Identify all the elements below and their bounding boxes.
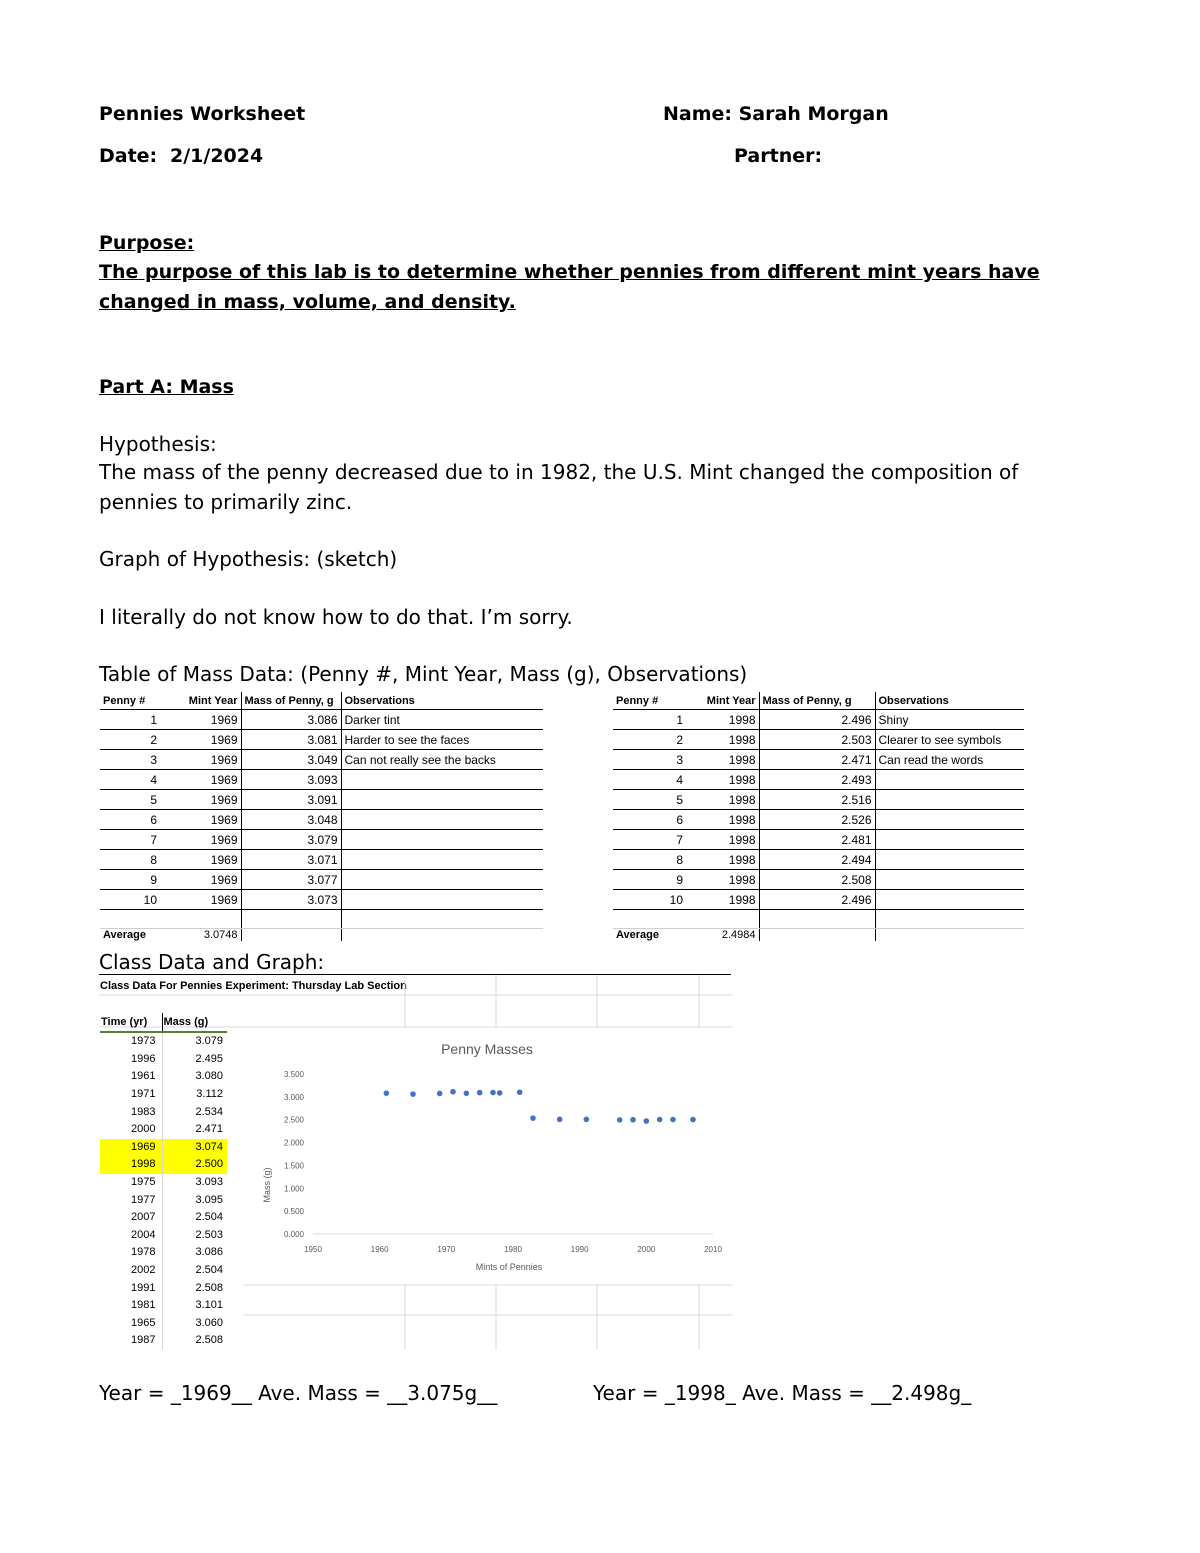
mass-table-1969-cell: 4 bbox=[100, 770, 160, 790]
class-table-cell: 1973 bbox=[100, 1032, 162, 1051]
graph-hypothesis-note: I literally do not know how to do that. I’m sorry. bbox=[99, 605, 573, 629]
mass-table-1969-cell: 3.081 bbox=[241, 730, 341, 750]
mass-table-1998-row bbox=[613, 830, 1024, 850]
chart-data-point bbox=[644, 1118, 650, 1124]
mass-table-1998-blank-cell bbox=[686, 910, 759, 929]
chart-data-point bbox=[584, 1117, 590, 1123]
penny-masses-chart bbox=[244, 1030, 732, 1280]
part-a-heading: Part A: Mass bbox=[99, 376, 234, 398]
mass-table-1969-cell bbox=[341, 870, 543, 890]
mass-table-1998-cell: 2.494 bbox=[759, 850, 875, 870]
mass-table-1969-average-blank bbox=[341, 929, 543, 942]
mass-table-1969-cell: Harder to see the faces bbox=[341, 730, 543, 750]
mass-table-1998-average-blank bbox=[759, 929, 875, 942]
mass-table-1969-row bbox=[100, 850, 543, 870]
mass-table-1998-cell bbox=[875, 870, 1024, 890]
mass-table-1998-average-label: Average bbox=[616, 929, 660, 941]
mass-table-1998-blank-cell bbox=[759, 910, 875, 929]
graph-hypothesis-label: Graph of Hypothesis: (sketch) bbox=[99, 547, 398, 571]
class-table-cell: 1977 bbox=[100, 1191, 162, 1209]
class-table-cell: 2.495 bbox=[195, 1052, 223, 1065]
mass-table-1998-blank-row bbox=[613, 910, 1024, 929]
mass-table-1998-header-cell: Mass of Penny, g bbox=[759, 692, 875, 710]
chart-title: Penny Masses bbox=[441, 1041, 533, 1057]
chart-x-tick-label: 1960 bbox=[370, 1245, 389, 1254]
class-table-cell: 1998 bbox=[100, 1156, 162, 1174]
class-table-row bbox=[100, 1191, 227, 1209]
class-table-row bbox=[100, 1174, 227, 1192]
chart-data-point bbox=[657, 1117, 663, 1123]
mass-table-1969 bbox=[100, 692, 543, 941]
chart-y-tick-label: 2.000 bbox=[283, 1138, 304, 1148]
mass-table-1969-cell: 1969 bbox=[160, 710, 241, 730]
mass-table-1969-cell: 3.086 bbox=[241, 710, 341, 730]
class-table-cell: 2.503 bbox=[195, 1228, 223, 1241]
mass-table-1998-row bbox=[613, 730, 1024, 750]
mass-table-1969-cell bbox=[341, 830, 543, 850]
mass-table-label: Table of Mass Data: (Penny #, Mint Year, Mass (g), Observations) bbox=[99, 662, 748, 686]
chart-x-tick-label: 2010 bbox=[704, 1245, 722, 1254]
class-table-cell: 2.504 bbox=[195, 1264, 223, 1277]
mass-table-1998-row bbox=[613, 790, 1024, 810]
mass-table-1969-cell: 6 bbox=[100, 810, 160, 830]
date-label: Date: bbox=[99, 145, 158, 167]
mass-table-1998-cell bbox=[875, 790, 1024, 810]
mass-table-1969-cell: 3.073 bbox=[241, 890, 341, 910]
mass-table-1998-row bbox=[613, 810, 1024, 830]
class-table-cell: 3.079 bbox=[195, 1035, 223, 1048]
mass-table-1998-cell bbox=[875, 890, 1024, 910]
mass-table-1998-cell: 9 bbox=[613, 870, 686, 890]
class-table-row bbox=[100, 1262, 227, 1280]
mass-table-1969-cell: Darker tint bbox=[341, 710, 543, 730]
chart-x-tick-label: 1950 bbox=[304, 1245, 322, 1254]
mass-table-1998-cell: 2.481 bbox=[759, 830, 875, 850]
mass-table-1969-cell: Can not really see the backs bbox=[341, 750, 543, 770]
mass-table-1998-cell: Clearer to see symbols bbox=[875, 730, 1024, 750]
mass-table-1969-cell bbox=[341, 810, 543, 830]
mass-table-1998-row bbox=[613, 890, 1024, 910]
class-table-row bbox=[100, 1068, 227, 1086]
mass-table-1998-cell: 6 bbox=[613, 810, 686, 830]
mass-table-1969-cell bbox=[341, 770, 543, 790]
mass-table-1998-cell: 1 bbox=[613, 710, 686, 730]
mass-table-1998-cell: 1998 bbox=[686, 710, 759, 730]
mass-table-1969-header-row bbox=[100, 692, 543, 710]
mass-table-1998-blank-cell bbox=[875, 910, 1024, 929]
chart-data-point bbox=[450, 1089, 456, 1095]
mass-table-1998-row bbox=[613, 850, 1024, 870]
class-table-row bbox=[100, 1279, 227, 1297]
class-table-cell: 2.500 bbox=[162, 1156, 227, 1174]
class-table-cell: 1991 bbox=[100, 1279, 162, 1297]
chart-x-axis-label: Mints of Pennies bbox=[475, 1262, 543, 1272]
mass-table-1969-cell: 2 bbox=[100, 730, 160, 750]
purpose-text: The purpose of this lab is to determine whether pennies from different mint years have changed in mass, volume, and density. bbox=[99, 261, 1040, 313]
class-table-row bbox=[100, 1032, 227, 1051]
mass-table-1998-blank-cell bbox=[613, 910, 686, 929]
chart-data-point bbox=[690, 1117, 696, 1123]
mass-table-1969-cell: 10 bbox=[100, 890, 160, 910]
class-table-cell: 2000 bbox=[100, 1121, 162, 1139]
class-table-cell: 1996 bbox=[100, 1051, 162, 1069]
chart-y-tick-label: 1.500 bbox=[283, 1161, 304, 1171]
mass-table-1998-row bbox=[613, 710, 1024, 730]
mass-table-1998-cell: 2.496 bbox=[759, 710, 875, 730]
mass-table-1998-cell: 1998 bbox=[686, 850, 759, 870]
mass-table-1969-cell: 1969 bbox=[160, 850, 241, 870]
mass-table-1998-row bbox=[613, 870, 1024, 890]
mass-table-1969-row bbox=[100, 830, 543, 850]
class-table-cell: 1969 bbox=[100, 1139, 162, 1157]
mass-table-1969-cell: 1969 bbox=[160, 730, 241, 750]
chart-data-point bbox=[477, 1090, 483, 1096]
chart-y-tick-label: 3.000 bbox=[283, 1092, 304, 1102]
mass-table-1998-cell: 2.508 bbox=[759, 870, 875, 890]
date-value: 2/1/2024 bbox=[170, 145, 264, 167]
student-name: Name: Sarah Morgan bbox=[663, 103, 889, 125]
class-table-cell: 1961 bbox=[100, 1068, 162, 1086]
mass-table-1969-blank-row bbox=[100, 910, 543, 929]
mass-table-1969-cell: 3.079 bbox=[241, 830, 341, 850]
partner-label: Partner: bbox=[734, 145, 823, 167]
class-table-cell: 1978 bbox=[100, 1244, 162, 1262]
mass-table-1998-row bbox=[613, 750, 1024, 770]
mass-table-1969-cell: 3.093 bbox=[241, 770, 341, 790]
mass-table-1969-cell bbox=[341, 850, 543, 870]
chart-y-tick-label: 0.000 bbox=[283, 1230, 304, 1239]
mass-table-1969-average-value: 3.0748 bbox=[203, 929, 238, 941]
mass-table-1998-average-value: 2.4984 bbox=[721, 929, 756, 941]
mass-table-1998-cell: 1998 bbox=[686, 750, 759, 770]
class-table-cell: 3.080 bbox=[195, 1070, 223, 1083]
chart-data-point bbox=[517, 1089, 523, 1095]
class-table-row bbox=[100, 1103, 227, 1121]
mass-table-1998-header-row bbox=[613, 692, 1024, 710]
mass-table-1998-header-cell: Penny # bbox=[613, 692, 686, 710]
class-table-row bbox=[100, 1315, 227, 1333]
class-table-row bbox=[100, 1139, 227, 1157]
class-table-cell: 1983 bbox=[100, 1103, 162, 1121]
mass-table-1969-row bbox=[100, 770, 543, 790]
class-table-header-cell: Time (yr) bbox=[100, 1013, 162, 1032]
mass-table-1969-cell: 9 bbox=[100, 870, 160, 890]
mass-table-1969-cell: 5 bbox=[100, 790, 160, 810]
chart-y-tick-label: 0.500 bbox=[283, 1207, 304, 1217]
mass-table-1998-header-cell: Observations bbox=[875, 692, 1024, 710]
mass-table-1998-cell: 10 bbox=[613, 890, 686, 910]
mass-table-1998-cell: 1998 bbox=[686, 770, 759, 790]
mass-table-1998-cell: 2 bbox=[613, 730, 686, 750]
class-table-row bbox=[100, 1297, 227, 1315]
mass-table-1998-cell: 1998 bbox=[686, 790, 759, 810]
class-table-title: Class Data For Pennies Experiment: Thursday Lab Section bbox=[100, 980, 407, 992]
mass-table-1969-row bbox=[100, 810, 543, 830]
mass-table-1998-cell: 1998 bbox=[686, 810, 759, 830]
mass-table-1969-cell: 3.049 bbox=[241, 750, 341, 770]
mass-table-1969-blank-cell bbox=[160, 910, 241, 929]
mass-table-1998-average-row bbox=[613, 929, 1024, 942]
mass-table-1969-cell: 1969 bbox=[160, 790, 241, 810]
mass-table-1969-blank-cell bbox=[100, 910, 160, 929]
mass-table-1998-cell: 1998 bbox=[686, 730, 759, 750]
chart-data-point bbox=[490, 1090, 496, 1096]
chart-y-axis-label: Mass (g) bbox=[262, 1167, 272, 1203]
mass-table-1969-cell: 3.077 bbox=[241, 870, 341, 890]
class-table-cell: 3.112 bbox=[196, 1088, 223, 1101]
mass-table-1969-header-cell: Penny # bbox=[100, 692, 160, 710]
chart-data-point bbox=[437, 1091, 443, 1097]
chart-data-point bbox=[497, 1090, 503, 1096]
class-table-cell: 3.060 bbox=[195, 1316, 223, 1329]
class-table-cell: 2.504 bbox=[195, 1211, 223, 1224]
mass-table-1998-cell: 1998 bbox=[686, 830, 759, 850]
class-table-row bbox=[100, 1244, 227, 1262]
chart-data-point bbox=[557, 1117, 563, 1123]
class-table-row bbox=[100, 1156, 227, 1174]
mass-table-1998-cell: 1998 bbox=[686, 870, 759, 890]
class-table-row bbox=[100, 1209, 227, 1227]
mass-table-1998-cell: 5 bbox=[613, 790, 686, 810]
class-table-cell: 1987 bbox=[100, 1332, 162, 1350]
mass-table-1998-row bbox=[613, 770, 1024, 790]
result-1998: Year = _1998_ Ave. Mass = __2.498g_ bbox=[593, 1381, 972, 1405]
mass-table-1969-average-row bbox=[100, 929, 543, 942]
mass-table-1969-cell: 3.071 bbox=[241, 850, 341, 870]
mass-table-1969-average-blank bbox=[241, 929, 341, 942]
class-table-header-row bbox=[100, 1013, 227, 1032]
chart-data-point bbox=[670, 1117, 676, 1123]
class-table-cell: 2007 bbox=[100, 1209, 162, 1227]
class-table-cell: 3.095 bbox=[195, 1193, 223, 1206]
mass-table-1969-cell bbox=[341, 890, 543, 910]
class-table-row bbox=[100, 1227, 227, 1245]
class-table-cell: 1981 bbox=[100, 1297, 162, 1315]
class-table-cell: 2002 bbox=[100, 1262, 162, 1280]
mass-table-1969-row bbox=[100, 890, 543, 910]
mass-table-1969-cell bbox=[341, 790, 543, 810]
class-table-row bbox=[100, 1051, 227, 1069]
chart-data-point bbox=[530, 1115, 536, 1121]
mass-table-1969-row bbox=[100, 710, 543, 730]
mass-table-1998-header-cell: Mint Year bbox=[686, 692, 759, 710]
mass-table-1969-header-cell: Mint Year bbox=[160, 692, 241, 710]
mass-table-1969-average-label: Average bbox=[103, 929, 147, 941]
class-table-header-cell: Mass (g) bbox=[162, 1013, 227, 1032]
chart-y-tick-label: 1.000 bbox=[283, 1184, 304, 1194]
mass-table-1969-row bbox=[100, 750, 543, 770]
mass-table-1969-cell: 1969 bbox=[160, 770, 241, 790]
class-data-heading: Class Data and Graph: bbox=[99, 950, 325, 974]
mass-table-1969-blank-cell bbox=[241, 910, 341, 929]
mass-table-1969-cell: 3 bbox=[100, 750, 160, 770]
hypothesis-label: Hypothesis: bbox=[99, 432, 217, 456]
mass-table-1998-cell: 2.471 bbox=[759, 750, 875, 770]
mass-table-1969-cell: 3.091 bbox=[241, 790, 341, 810]
mass-table-1998-cell: 4 bbox=[613, 770, 686, 790]
mass-table-1969-header-cell: Mass of Penny, g bbox=[241, 692, 341, 710]
chart-x-tick-label: 1970 bbox=[437, 1245, 456, 1254]
class-table-row bbox=[100, 1086, 227, 1104]
class-table-cell: 3.093 bbox=[195, 1176, 223, 1189]
class-table-cell: 2.534 bbox=[195, 1105, 223, 1118]
mass-table-1998-cell: 2.493 bbox=[759, 770, 875, 790]
mass-table-1998-cell: 2.503 bbox=[759, 730, 875, 750]
mass-table-1998-cell: 7 bbox=[613, 830, 686, 850]
mass-table-1969-blank-cell bbox=[341, 910, 543, 929]
mass-table-1998-cell bbox=[875, 830, 1024, 850]
chart-data-point bbox=[630, 1117, 636, 1123]
result-1969: Year = _1969__ Ave. Mass = __3.075g__ bbox=[99, 1381, 498, 1405]
class-table-cell: 1971 bbox=[100, 1086, 162, 1104]
mass-table-1998-cell: Shiny bbox=[875, 710, 1024, 730]
mass-table-1998-cell: Can read the words bbox=[875, 750, 1024, 770]
mass-table-1969-cell: 1 bbox=[100, 710, 160, 730]
class-table-row bbox=[100, 1332, 227, 1350]
chart-x-tick-label: 2000 bbox=[637, 1245, 656, 1254]
mass-table-1969-row bbox=[100, 730, 543, 750]
mass-table-1998 bbox=[613, 692, 1024, 941]
mass-table-1969-cell: 7 bbox=[100, 830, 160, 850]
mass-table-1969-cell: 1969 bbox=[160, 870, 241, 890]
class-table-cell: 3.101 bbox=[195, 1299, 223, 1312]
chart-x-tick-label: 1980 bbox=[504, 1245, 522, 1254]
class-data-table bbox=[100, 1013, 227, 1350]
mass-table-1998-cell bbox=[875, 770, 1024, 790]
mass-table-1969-row bbox=[100, 790, 543, 810]
mass-table-1969-cell: 1969 bbox=[160, 750, 241, 770]
hypothesis-text: The mass of the penny decreased due to in 1982, the U.S. Mint changed the composition of pennies to primarily zinc. bbox=[99, 460, 1019, 514]
chart-x-tick-label: 1990 bbox=[570, 1245, 589, 1254]
class-table-cell: 2.508 bbox=[195, 1281, 223, 1294]
mass-table-1998-cell: 8 bbox=[613, 850, 686, 870]
chart-y-tick-label: 2.500 bbox=[283, 1115, 304, 1125]
class-table-cell: 2.471 bbox=[195, 1123, 223, 1136]
mass-table-1969-cell: 1969 bbox=[160, 890, 241, 910]
mass-table-1998-cell: 2.526 bbox=[759, 810, 875, 830]
mass-table-1969-header-cell: Observations bbox=[341, 692, 543, 710]
purpose-heading: Purpose: bbox=[99, 232, 195, 254]
chart-data-point bbox=[464, 1090, 470, 1096]
class-table-cell: 2004 bbox=[100, 1227, 162, 1245]
mass-table-1969-row bbox=[100, 870, 543, 890]
mass-table-1998-average-blank bbox=[875, 929, 1024, 942]
class-table-cell: 3.086 bbox=[195, 1246, 223, 1259]
mass-table-1969-cell: 3.048 bbox=[241, 810, 341, 830]
mass-table-1998-cell bbox=[875, 850, 1024, 870]
mass-table-1998-cell bbox=[875, 810, 1024, 830]
class-table-cell: 1975 bbox=[100, 1174, 162, 1192]
mass-table-1998-cell: 2.496 bbox=[759, 890, 875, 910]
chart-y-tick-label: 3.500 bbox=[283, 1070, 304, 1079]
class-table-row bbox=[100, 1121, 227, 1139]
mass-table-1969-cell: 8 bbox=[100, 850, 160, 870]
class-table-cell: 2.508 bbox=[195, 1334, 223, 1347]
class-table-cell: 1965 bbox=[100, 1315, 162, 1333]
mass-table-1998-cell: 3 bbox=[613, 750, 686, 770]
chart-data-point bbox=[410, 1091, 416, 1097]
chart-data-point bbox=[384, 1090, 390, 1096]
class-table-cell: 3.074 bbox=[162, 1139, 227, 1157]
mass-table-1998-cell: 1998 bbox=[686, 890, 759, 910]
mass-table-1969-cell: 1969 bbox=[160, 830, 241, 850]
mass-table-1998-cell: 2.516 bbox=[759, 790, 875, 810]
worksheet-title: Pennies Worksheet bbox=[99, 103, 306, 125]
chart-data-point bbox=[617, 1117, 623, 1123]
mass-table-1969-cell: 1969 bbox=[160, 810, 241, 830]
